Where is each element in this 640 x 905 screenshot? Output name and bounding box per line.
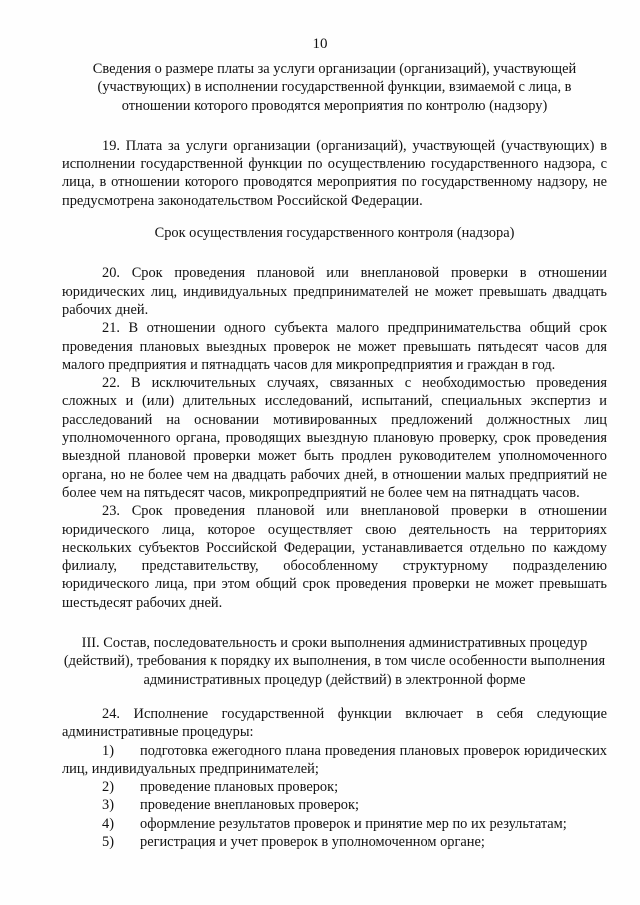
list-item-number: 4) [102, 815, 114, 832]
list-item-number: 2) [102, 779, 114, 796]
heading-fee-info: Сведения о размере платы за услуги организации (организаций), участвующей (участвующих) в исполнении государственной функции, взимаемой с лица, в отношении которого проводятся мероприятия по контролю (надзору) [92, 61, 577, 114]
heading-section-3: III. Состав, последовательность и сроки выполнения административных процедур (действий), требования к порядку их выполнения, в том числе особенности выполнения административных процедур (действий) в электронной форме [63, 635, 606, 688]
list-item-number: 3) [102, 797, 114, 814]
heading-term: Срок осуществления государственного контроля (надзора) [154, 225, 515, 242]
list-item-number: 1) [102, 742, 114, 759]
paragraph-22: 22. В исключительных случаях, связанных с необходимостью проведения сложных и (или) длительных исследований, испытаний, специальных экспертиз и расследований на основании мотивированных предложений должностных лиц уполномоченного органа, проводящих выездную плановую проверку, срок проведения выездной плановой проверки может быть продлен руководителем уполномоченного органа, но не более чем на двадцать рабочих дней, в отношении малых предприятий не более чем на пятьдесят часов, микропредприятий не более чем на пятнадцать часов. [62, 375, 607, 501]
list-item [62, 796, 607, 814]
list-item-number: 5) [102, 833, 114, 850]
page-content [62, 60, 607, 851]
list-item [62, 742, 607, 779]
list-item [62, 815, 607, 833]
procedures-list [62, 742, 607, 852]
paragraph-21: 21. В отношении одного субъекта малого предпринимательства общий срок проведения плановых выездных проверок не может превышать пятьдесят часов для малого предприятия и пятнадцать часов для микропредприятия и граждан в год. [62, 320, 607, 373]
paragraph-24: 24. Исполнение государственной функции включает в себя следующие административные процедуры: [62, 705, 607, 741]
list-item-text: подготовка ежегодного плана проведения плановых проверок юридических лиц, индивидуальных предпринимателей; [62, 742, 607, 777]
list-item [62, 778, 607, 796]
list-item-text: проведение плановых проверок; [140, 779, 339, 796]
page-number: 10 [312, 36, 328, 52]
paragraph-19: 19. Плата за услуги организации (организаций), участвующей (участвующих) в исполнении государственной функции по осуществлению государственного надзора, с лица, в отношении которого проводятся мероприятия по государственному надзору, не предусмотрена законодательством Российской Федерации. [62, 137, 607, 209]
paragraph-23: 23. Срок проведения плановой или внеплановой проверки в отношении юридического лица, которое осуществляет свою деятельность на территориях нескольких субъектов Российской Федерации, устанавливается отдельно по каждому филиалу, представительству, обособленному структурному подразделению юридического лица, при этом общий срок проведения проверки не может превышать шестьдесят рабочих дней. [62, 503, 607, 611]
paragraph-20: 20. Срок проведения плановой или внеплановой проверки в отношении юридических лиц, индивидуальных предпринимателей не может превышать двадцать рабочих дней. [62, 265, 607, 318]
list-item [62, 833, 607, 851]
list-item-text: регистрация и учет проверок в уполномоченном органе; [140, 833, 485, 850]
list-item-text: проведение внеплановых проверок; [140, 797, 359, 814]
list-item-text: оформление результатов проверок и принятие мер по их результатам; [140, 815, 567, 832]
